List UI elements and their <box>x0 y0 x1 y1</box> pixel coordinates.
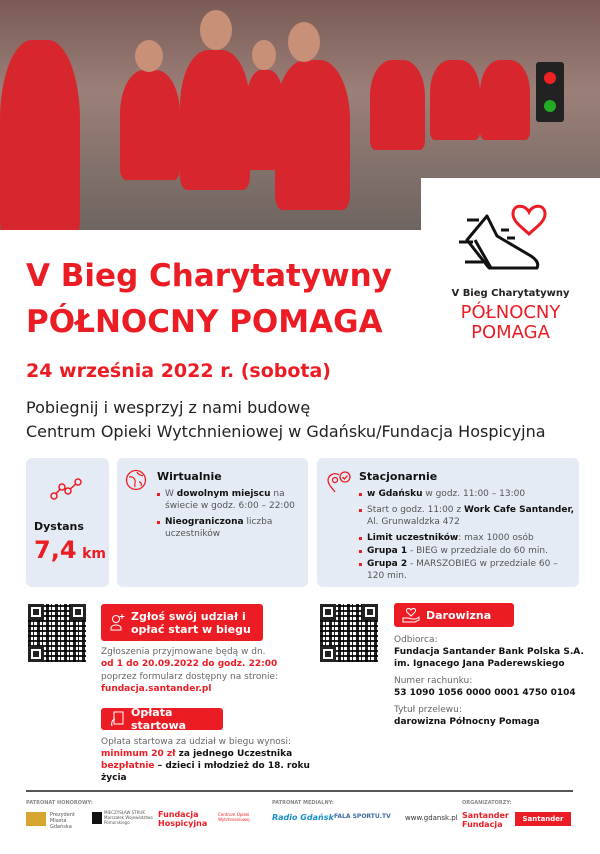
logo-prezydent-gdanska: Prezydent Miasta Gdańska <box>26 812 86 830</box>
fee-text: Opłata startowa za udział w biegu wynosi: <box>101 737 292 747</box>
media-patronage-label: PATRONAT MEDIALNY: <box>272 800 334 806</box>
donation-info <box>394 634 594 728</box>
logo-fundacja-hospicyjna: Fundacja Hospicyjna <box>158 810 208 828</box>
subtitle-line1: Pobiegnij i wesprzyj z nami budowę <box>26 398 311 417</box>
list-item: W dowolnym miejscu na świecie w godz. 6:00 – 22:00 <box>157 488 305 512</box>
register-button-label: Zgłoś swój udział i opłać start w biegu <box>131 609 251 636</box>
recipient-name-2: im. Ignacego Jana Paderewskiego <box>394 659 565 669</box>
page-title <box>26 256 392 342</box>
subtitle-line2: Centrum Opieki Wytchnieniowej w Gdańsku/Fundacja Hospicyjna <box>26 422 546 441</box>
account-label: Numer rachunku: <box>394 676 473 686</box>
donation-button[interactable] <box>394 603 514 627</box>
logo-gdansk-pl: www.gdansk.pl <box>405 814 458 822</box>
registration-text-2: poprzez formularz dostępny na stronie: <box>101 672 279 682</box>
logo-centrum-opieki: Centrum Opieki Wytchnieniowej <box>218 812 250 822</box>
logo-fala-sportu: FALA SPORTU.TV <box>334 813 391 820</box>
stationary-list <box>359 488 574 586</box>
globe-icon <box>125 469 147 491</box>
donation-qr-code[interactable] <box>320 604 378 662</box>
add-user-icon <box>110 613 126 631</box>
entry-fee-button[interactable] <box>101 708 223 730</box>
logo-santander: Santander <box>515 812 571 826</box>
registration-info <box>101 646 301 696</box>
virtual-list <box>157 488 305 544</box>
footer-divider <box>26 790 573 792</box>
logo-title-line1: PÓŁNOCNY <box>460 302 561 323</box>
phone-tap-icon <box>110 711 124 727</box>
location-check-icon <box>327 470 353 494</box>
donation-button-label: Darowizna <box>426 608 492 622</box>
fee-free-desc: – dzieci i młodzież do 18. roku życia <box>101 761 310 783</box>
logo-radio-gdansk: Radio Gdańsk <box>272 813 334 822</box>
organizers-label: ORGANIZATORZY: <box>462 800 512 806</box>
transfer-title: darowizna Północny Pomaga <box>394 717 540 727</box>
distance-label: Dystans <box>34 520 84 533</box>
account-number: 53 1090 1056 0000 0001 4750 0104 <box>394 688 576 698</box>
title-line1: V Bieg Charytatywny <box>26 258 392 294</box>
list-item: Nieograniczona liczba uczestników <box>157 516 305 540</box>
distance-number: 7,4 <box>34 536 77 564</box>
fee-info <box>101 736 311 784</box>
fee-per-participant: za jednego Uczestnika <box>175 749 293 759</box>
registration-dates: od 1 do 20.09.2022 do godz. 22:00 <box>101 659 278 669</box>
registration-qr-code[interactable] <box>28 604 86 662</box>
list-item: Limit uczestników: max 1000 osób <box>359 532 574 544</box>
title-line2: PÓŁNOCNY POMAGA <box>26 304 383 340</box>
logo-santander-fundacja: Santander Fundacja <box>462 811 509 829</box>
registration-text: Zgłoszenia przyjmowane będą w dn. <box>101 647 266 657</box>
list-item: Grupa 1 - BIEG w przedziale do 60 min. <box>359 545 574 557</box>
fee-minimum: minimum 20 zł <box>101 749 176 759</box>
registration-link[interactable]: fundacja.santander.pl <box>101 684 212 694</box>
virtual-title: Wirtualnie <box>157 470 222 483</box>
heart-hand-icon <box>402 607 420 623</box>
list-item: w Gdańsku w godz. 11:00 – 13:00 <box>359 488 574 500</box>
list-item: Start o godz. 11:00 z Work Cafe Santander, Al. Grunwaldzka 472 <box>359 504 574 528</box>
distance-value <box>34 536 106 564</box>
logo-subtitle: V Bieg Charytatywny <box>451 288 570 299</box>
event-date: 24 września 2022 r. (sobota) <box>26 360 331 382</box>
fee-free: bezpłatnie <box>101 761 155 771</box>
list-item: Grupa 2 - MARSZOBIEG w przedziale 60 – 120 min. <box>359 558 574 582</box>
distance-unit: km <box>82 546 106 562</box>
register-button[interactable] <box>101 604 263 641</box>
logo-title-line2: POMAGA <box>471 322 550 343</box>
stationary-box <box>317 458 579 587</box>
logo-marszalek: MIECZYSŁAW STRUK Marszałek Województwa Pomorskiego <box>92 810 156 825</box>
entry-fee-label: Opłata startowa <box>131 706 187 732</box>
virtual-box <box>117 458 308 587</box>
route-icon <box>50 478 84 500</box>
stationary-title: Stacjonarnie <box>359 470 438 483</box>
honorary-patronage-label: PATRONAT HONOROWY: <box>26 800 93 806</box>
running-shoe-heart-icon <box>459 200 569 280</box>
recipient-name: Fundacja Santander Bank Polska S.A. <box>394 647 584 657</box>
subtitle <box>26 396 546 444</box>
transfer-title-label: Tytuł przelewu: <box>394 705 462 715</box>
event-logo <box>421 178 600 353</box>
distance-box <box>26 458 109 587</box>
recipient-label: Odbiorca: <box>394 635 438 645</box>
